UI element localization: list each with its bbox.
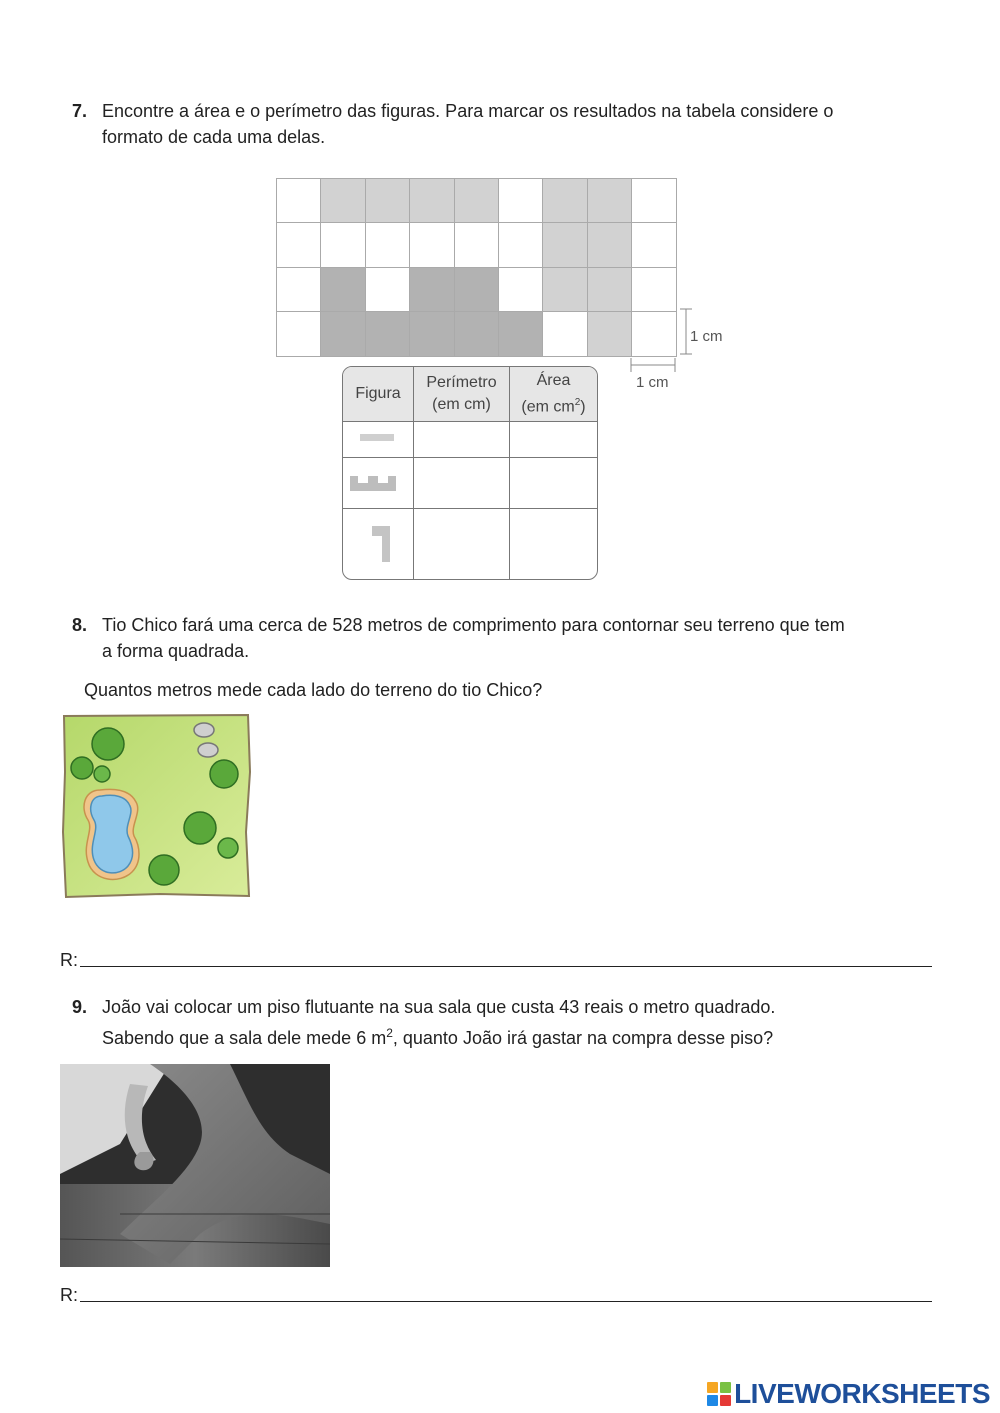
floating-floor-photo <box>60 1064 330 1267</box>
grid-cell <box>455 179 499 223</box>
header-area-l1: Área <box>536 371 571 389</box>
grid-cell <box>588 179 632 223</box>
grid-cell <box>277 312 321 356</box>
grid-cell <box>543 223 587 267</box>
square-grid-figures <box>276 178 677 357</box>
results-table <box>342 366 598 580</box>
header-area-close: ) <box>580 397 586 415</box>
grid-cell <box>277 223 321 267</box>
question-9-answer-label: R: <box>60 1285 78 1305</box>
answer-cell-perimetro-2[interactable] <box>414 458 510 509</box>
header-perimetro <box>414 367 510 421</box>
question-8-answer-line[interactable] <box>60 945 932 971</box>
grid-cell <box>499 223 543 267</box>
grid-cell <box>632 179 676 223</box>
question-8-number: 8. <box>72 615 88 635</box>
grid-cell <box>410 312 454 356</box>
question-9-answer-line[interactable] <box>60 1280 932 1306</box>
grid-cell <box>543 268 587 312</box>
question-9-answer-rule[interactable] <box>80 1301 932 1302</box>
grid-cell <box>543 312 587 356</box>
figure-icon-step <box>343 458 414 509</box>
grid-cell <box>321 312 365 356</box>
grid-cell <box>366 179 410 223</box>
question-9-text-line2 <box>102 1020 775 1051</box>
unit-label-vertical: 1 cm <box>690 328 723 345</box>
grid-cell <box>321 268 365 312</box>
figure-icon-bar <box>343 421 414 458</box>
question-7 <box>72 98 833 150</box>
grid-cell <box>455 223 499 267</box>
grid-cell <box>366 268 410 312</box>
question-9-text-sup: 2 <box>386 1026 393 1040</box>
question-8-prompt: Quantos metros mede cada lado do terreno do tio Chico? <box>84 680 543 700</box>
square-terrain-illustration <box>60 712 254 900</box>
answer-cell-area-2[interactable] <box>510 458 598 509</box>
question-7-text-line2: formato de cada uma delas. <box>102 127 326 147</box>
answer-cell-area-1[interactable] <box>510 421 598 458</box>
grid-cell <box>499 312 543 356</box>
grid-cell <box>366 223 410 267</box>
grid-cell <box>499 179 543 223</box>
logo-text: LIVEWORKSHEETS <box>734 1378 990 1409</box>
question-8-answer-label: R: <box>60 950 78 970</box>
question-9 <box>72 994 775 1051</box>
header-area-unit: (em cm <box>521 397 575 415</box>
grid-cell <box>277 179 321 223</box>
grid-cell <box>455 268 499 312</box>
header-area-l2 <box>510 392 597 418</box>
grid-cell <box>588 223 632 267</box>
question-7-number: 7. <box>72 101 88 121</box>
grid-cell <box>277 268 321 312</box>
header-perimetro-l1: Perímetro <box>426 373 497 391</box>
header-perimetro-l2: (em cm) <box>432 395 491 413</box>
question-9-text-line1: João vai colocar um piso flutuante na sua sala que custa 43 reais o metro quadrado. <box>102 997 776 1017</box>
grid-cell <box>410 179 454 223</box>
header-area-sup: 2 <box>574 396 581 408</box>
grid-cell <box>632 223 676 267</box>
figure-icon-l-shape <box>343 509 414 579</box>
liveworksheets-logo <box>707 1378 990 1410</box>
question-9-text-post: , quanto João irá gastar na compra desse piso? <box>392 1028 774 1048</box>
answer-cell-perimetro-3[interactable] <box>414 509 510 579</box>
grid-cell <box>499 268 543 312</box>
question-9-text-pre: Sabendo que a sala dele mede 6 m <box>102 1028 387 1048</box>
answer-cell-area-3[interactable] <box>510 509 598 579</box>
question-8 <box>72 612 845 664</box>
unit-label-horizontal: 1 cm <box>636 374 669 391</box>
grid-cell <box>455 312 499 356</box>
header-figura: Figura <box>343 367 414 421</box>
question-8-answer-rule[interactable] <box>80 966 932 967</box>
question-8-text-line1: Tio Chico fará uma cerca de 528 metros de comprimento para contornar seu terreno que tem <box>102 615 845 635</box>
answer-cell-perimetro-1[interactable] <box>414 421 510 458</box>
grid-cell <box>543 179 587 223</box>
grid-cell <box>366 312 410 356</box>
logo-blocks-icon <box>707 1382 731 1406</box>
grid-cell <box>410 223 454 267</box>
question-7-text-line1: Encontre a área e o perímetro das figuras. Para marcar os resultados na tabela considere o <box>102 101 834 121</box>
grid-cell <box>321 223 365 267</box>
header-area <box>510 367 598 421</box>
question-8-text-line2: a forma quadrada. <box>102 641 250 661</box>
grid-cell <box>410 268 454 312</box>
grid-cell <box>321 179 365 223</box>
question-9-number: 9. <box>72 997 88 1017</box>
